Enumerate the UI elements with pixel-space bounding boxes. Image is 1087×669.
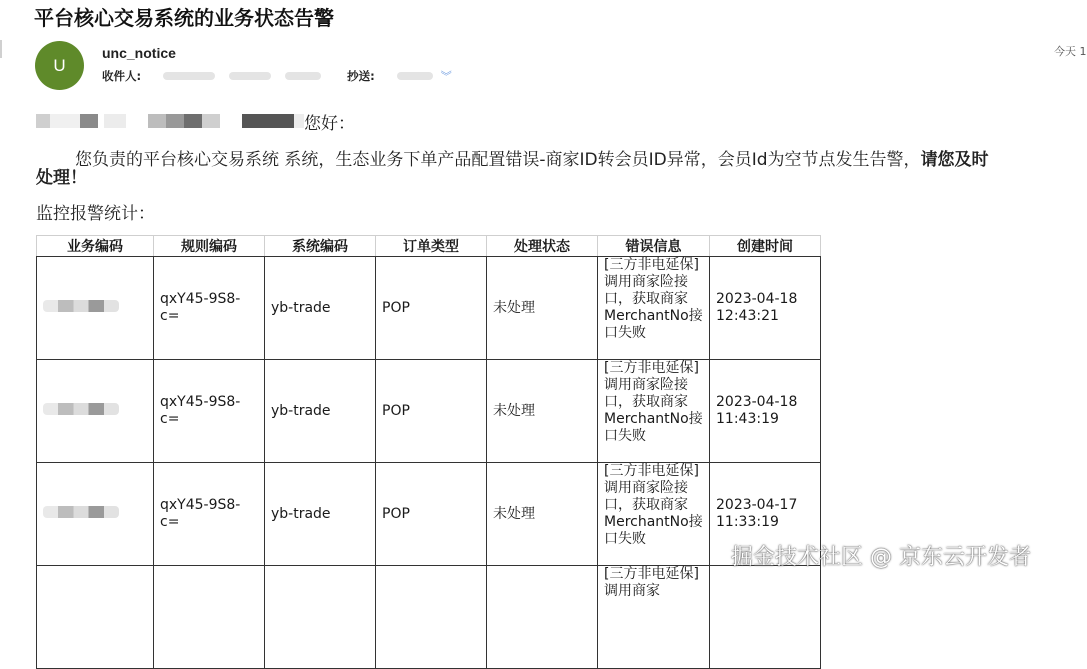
alert-description — [75, 145, 989, 170]
masked-name — [294, 114, 304, 128]
masked-name — [80, 114, 98, 128]
status-cell: 未处理 — [487, 360, 598, 463]
expand-recipients-icon[interactable]: ︾ — [440, 70, 452, 83]
status-cell: 未处理 — [487, 463, 598, 566]
watermark: 掘金技术社区 @ 京东云开发者 — [731, 545, 1031, 570]
masked-name — [202, 114, 220, 128]
table-row — [37, 463, 821, 566]
status-cell — [487, 566, 598, 669]
business-code-cell — [37, 566, 154, 669]
order-type-cell: POP — [376, 463, 487, 566]
email-time: 今天 1 — [1054, 45, 1087, 58]
rule-code-cell: qxY45-9S8-c= — [154, 463, 265, 566]
column-header: 错误信息 — [598, 236, 710, 257]
error-cell: [三方非电延保]调用商家险接口，获取商家MerchantNo接口失败 — [598, 257, 710, 360]
column-header: 处理状态 — [487, 236, 598, 257]
status-cell: 未处理 — [487, 257, 598, 360]
rule-code-cell — [154, 566, 265, 669]
created-time-cell: 2023-04-18 11:43:19 — [710, 360, 821, 463]
system-code-cell: yb-trade — [265, 257, 376, 360]
column-header: 系统编码 — [265, 236, 376, 257]
table-header-row — [37, 236, 821, 257]
masked-name — [50, 114, 80, 128]
created-time-cell: 2023-04-18 12:43:21 — [710, 257, 821, 360]
masked-name — [242, 114, 294, 128]
masked-name — [36, 114, 50, 128]
masked-cc[interactable] — [397, 72, 433, 80]
alert-urge-text: 请您及时 — [920, 150, 989, 170]
table-row — [37, 257, 821, 360]
greeting — [36, 110, 355, 132]
masked-business-code — [43, 403, 119, 415]
column-header: 规则编码 — [154, 236, 265, 257]
system-code-cell — [265, 566, 376, 669]
error-cell: [三方非电延保]调用商家 — [598, 566, 710, 669]
column-header: 订单类型 — [376, 236, 487, 257]
order-type-cell: POP — [376, 257, 487, 360]
masked-recipient[interactable] — [163, 72, 215, 80]
table-row — [37, 360, 821, 463]
order-type-cell: POP — [376, 360, 487, 463]
column-header: 业务编码 — [37, 236, 154, 257]
rule-code-cell: qxY45-9S8-c= — [154, 257, 265, 360]
email-subject: 平台核心交易系统的业务状态告警 — [34, 6, 334, 30]
column-header: 创建时间 — [710, 236, 821, 257]
business-code-cell — [37, 463, 154, 566]
sender-name[interactable]: unc_notice — [102, 45, 176, 61]
rule-code-cell: qxY45-9S8-c= — [154, 360, 265, 463]
masked-recipient[interactable] — [285, 72, 321, 80]
business-code-cell — [37, 257, 154, 360]
alert-stats-table — [36, 235, 821, 669]
masked-name — [166, 114, 184, 128]
sender-avatar[interactable]: U — [35, 41, 84, 90]
masked-business-code — [43, 300, 119, 312]
recipients-label: 收件人: — [102, 69, 142, 83]
masked-name — [104, 114, 126, 128]
business-code-cell — [37, 360, 154, 463]
error-cell: [三方非电延保]调用商家险接口，获取商家MerchantNo接口失败 — [598, 463, 710, 566]
created-time-cell — [710, 566, 821, 669]
created-time-cell: 2023-04-17 11:33:19 — [710, 463, 821, 566]
table-row — [37, 566, 821, 669]
recipients-row — [102, 68, 452, 84]
panel-divider — [0, 40, 6, 58]
alert-urge-continued: 处理！ — [36, 168, 87, 188]
greeting-text: 您好： — [304, 113, 355, 134]
masked-recipient[interactable] — [229, 72, 271, 80]
masked-name — [184, 114, 202, 128]
cc-label: 抄送: — [347, 69, 375, 83]
alert-description-text: 您负责的平台核心交易系统 系统，生态业务下单产品配置错误-商家ID转会员ID异常，会员Id为空节点发生告警， — [75, 150, 921, 170]
order-type-cell — [376, 566, 487, 669]
error-cell: [三方非电延保]调用商家险接口，获取商家MerchantNo接口失败 — [598, 360, 710, 463]
masked-business-code — [43, 506, 119, 518]
stats-label: 监控报警统计： — [36, 204, 155, 224]
system-code-cell: yb-trade — [265, 360, 376, 463]
masked-name — [148, 114, 166, 128]
system-code-cell: yb-trade — [265, 463, 376, 566]
